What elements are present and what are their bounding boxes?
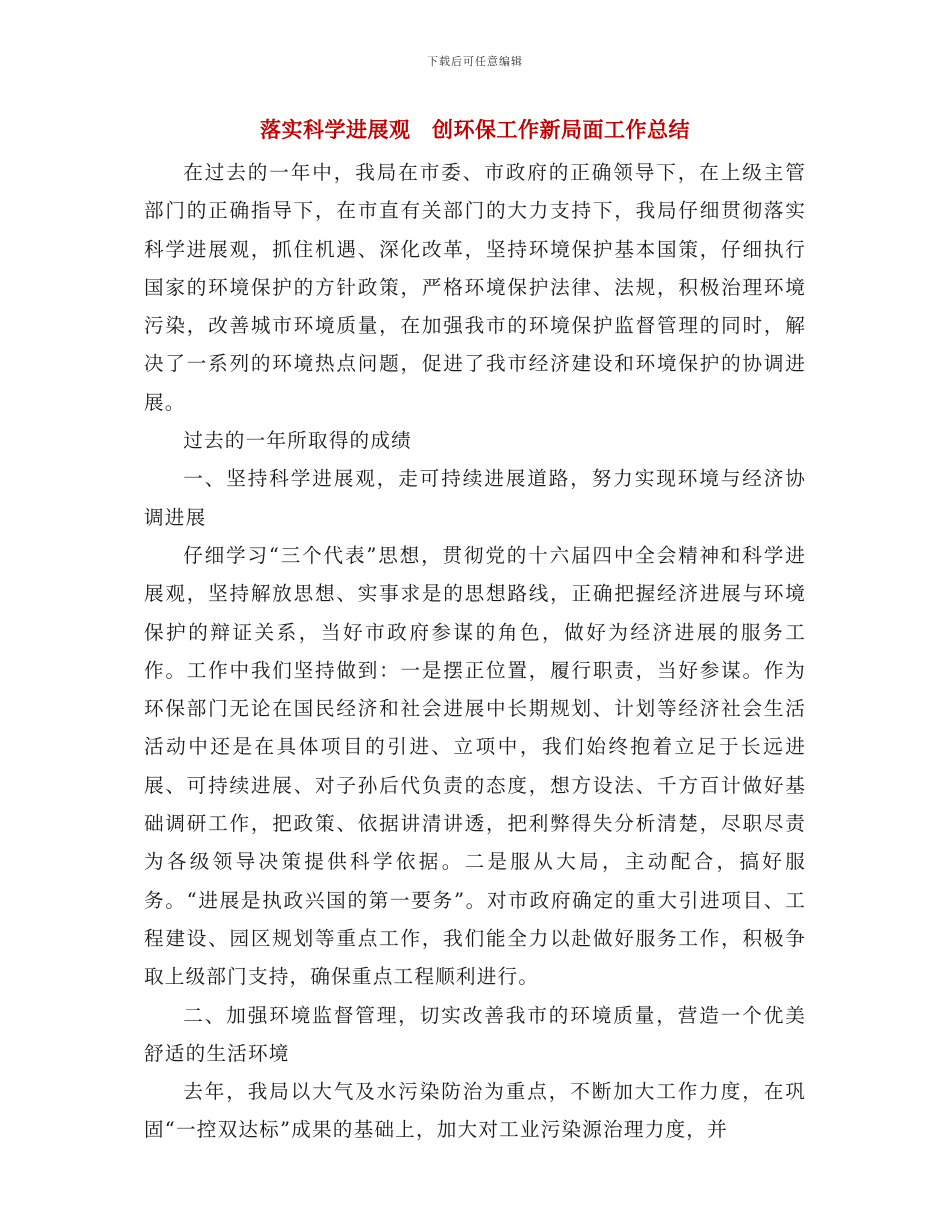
section-heading-1: 一、坚持科学进展观，走可持续进展道路，努力实现环境与经济协调进展 — [144, 467, 806, 529]
paragraph-intro: 在过去的一年中，我局在市委、市政府的正确领导下，在上级主管部门的正确指导下，在市直有关部门的大力支持下，我局仔细贯彻落实科学进展观，抓住机遇、深化改革，坚持环境保护基本国策，仔细执行国家的环境保护的方针政策，严格环境保护法律、法规，积极治理环境污染，改善城市环境质量，在加强我市的环境保护监督管理的同时，解决了一系列的环境热点问题，促进了我市经济建设和环境保护的协调进展。 — [144, 161, 806, 414]
paragraph-section-1: 仔细学习“三个代表”思想，贯彻党的十六届四中全会精神和科学进展观，坚持解放思想、实事求是的思想路线，正确把握经济进展与环境保护的辩证关系，当好市政府参谋的角色，做好为经济进展的服务工作。工作中我们坚持做到：一是摆正位置，履行职责，当好参谋。作为环保部门无论在国民经济和社会进展中长期规划、计划等经济社会生活活动中还是在具体项目的引进、立项中，我们始终抱着立足于长远进展、可持续进展、对子孙后代负责的态度，想方设法、千方百计做好基础调研工作，把政策、依据讲清讲透，把利弊得失分析清楚，尽职尽责为各级领导决策提供科学依据。二是服从大局，主动配合，搞好服务。“进展是执政兴国的第一要务”。对市政府确定的重大引进项目、工程建设、园区规划等重点工作，我们能全力以赴做好服务工作，积极争取上级部门支持，确保重点工程顺利进行。 — [144, 543, 806, 989]
section-heading-2: 二、加强环境监督管理，切实改善我市的环境质量，营造一个优美舒适的生活环境 — [144, 1003, 806, 1065]
document-body — [144, 154, 806, 1150]
document-title: 落实科学进展观 创环保工作新局面工作总结 — [260, 117, 690, 142]
paragraph-achievements-heading: 过去的一年所取得的成绩 — [183, 429, 412, 453]
paragraph-section-2: 去年，我局以大气及水污染防治为重点，不断加大工作力度，在巩固“一控双达标”成果的基础上，加大对工业污染源治理力度，并 — [144, 1080, 806, 1142]
header-note: 下载后可任意编辑 — [427, 55, 523, 68]
